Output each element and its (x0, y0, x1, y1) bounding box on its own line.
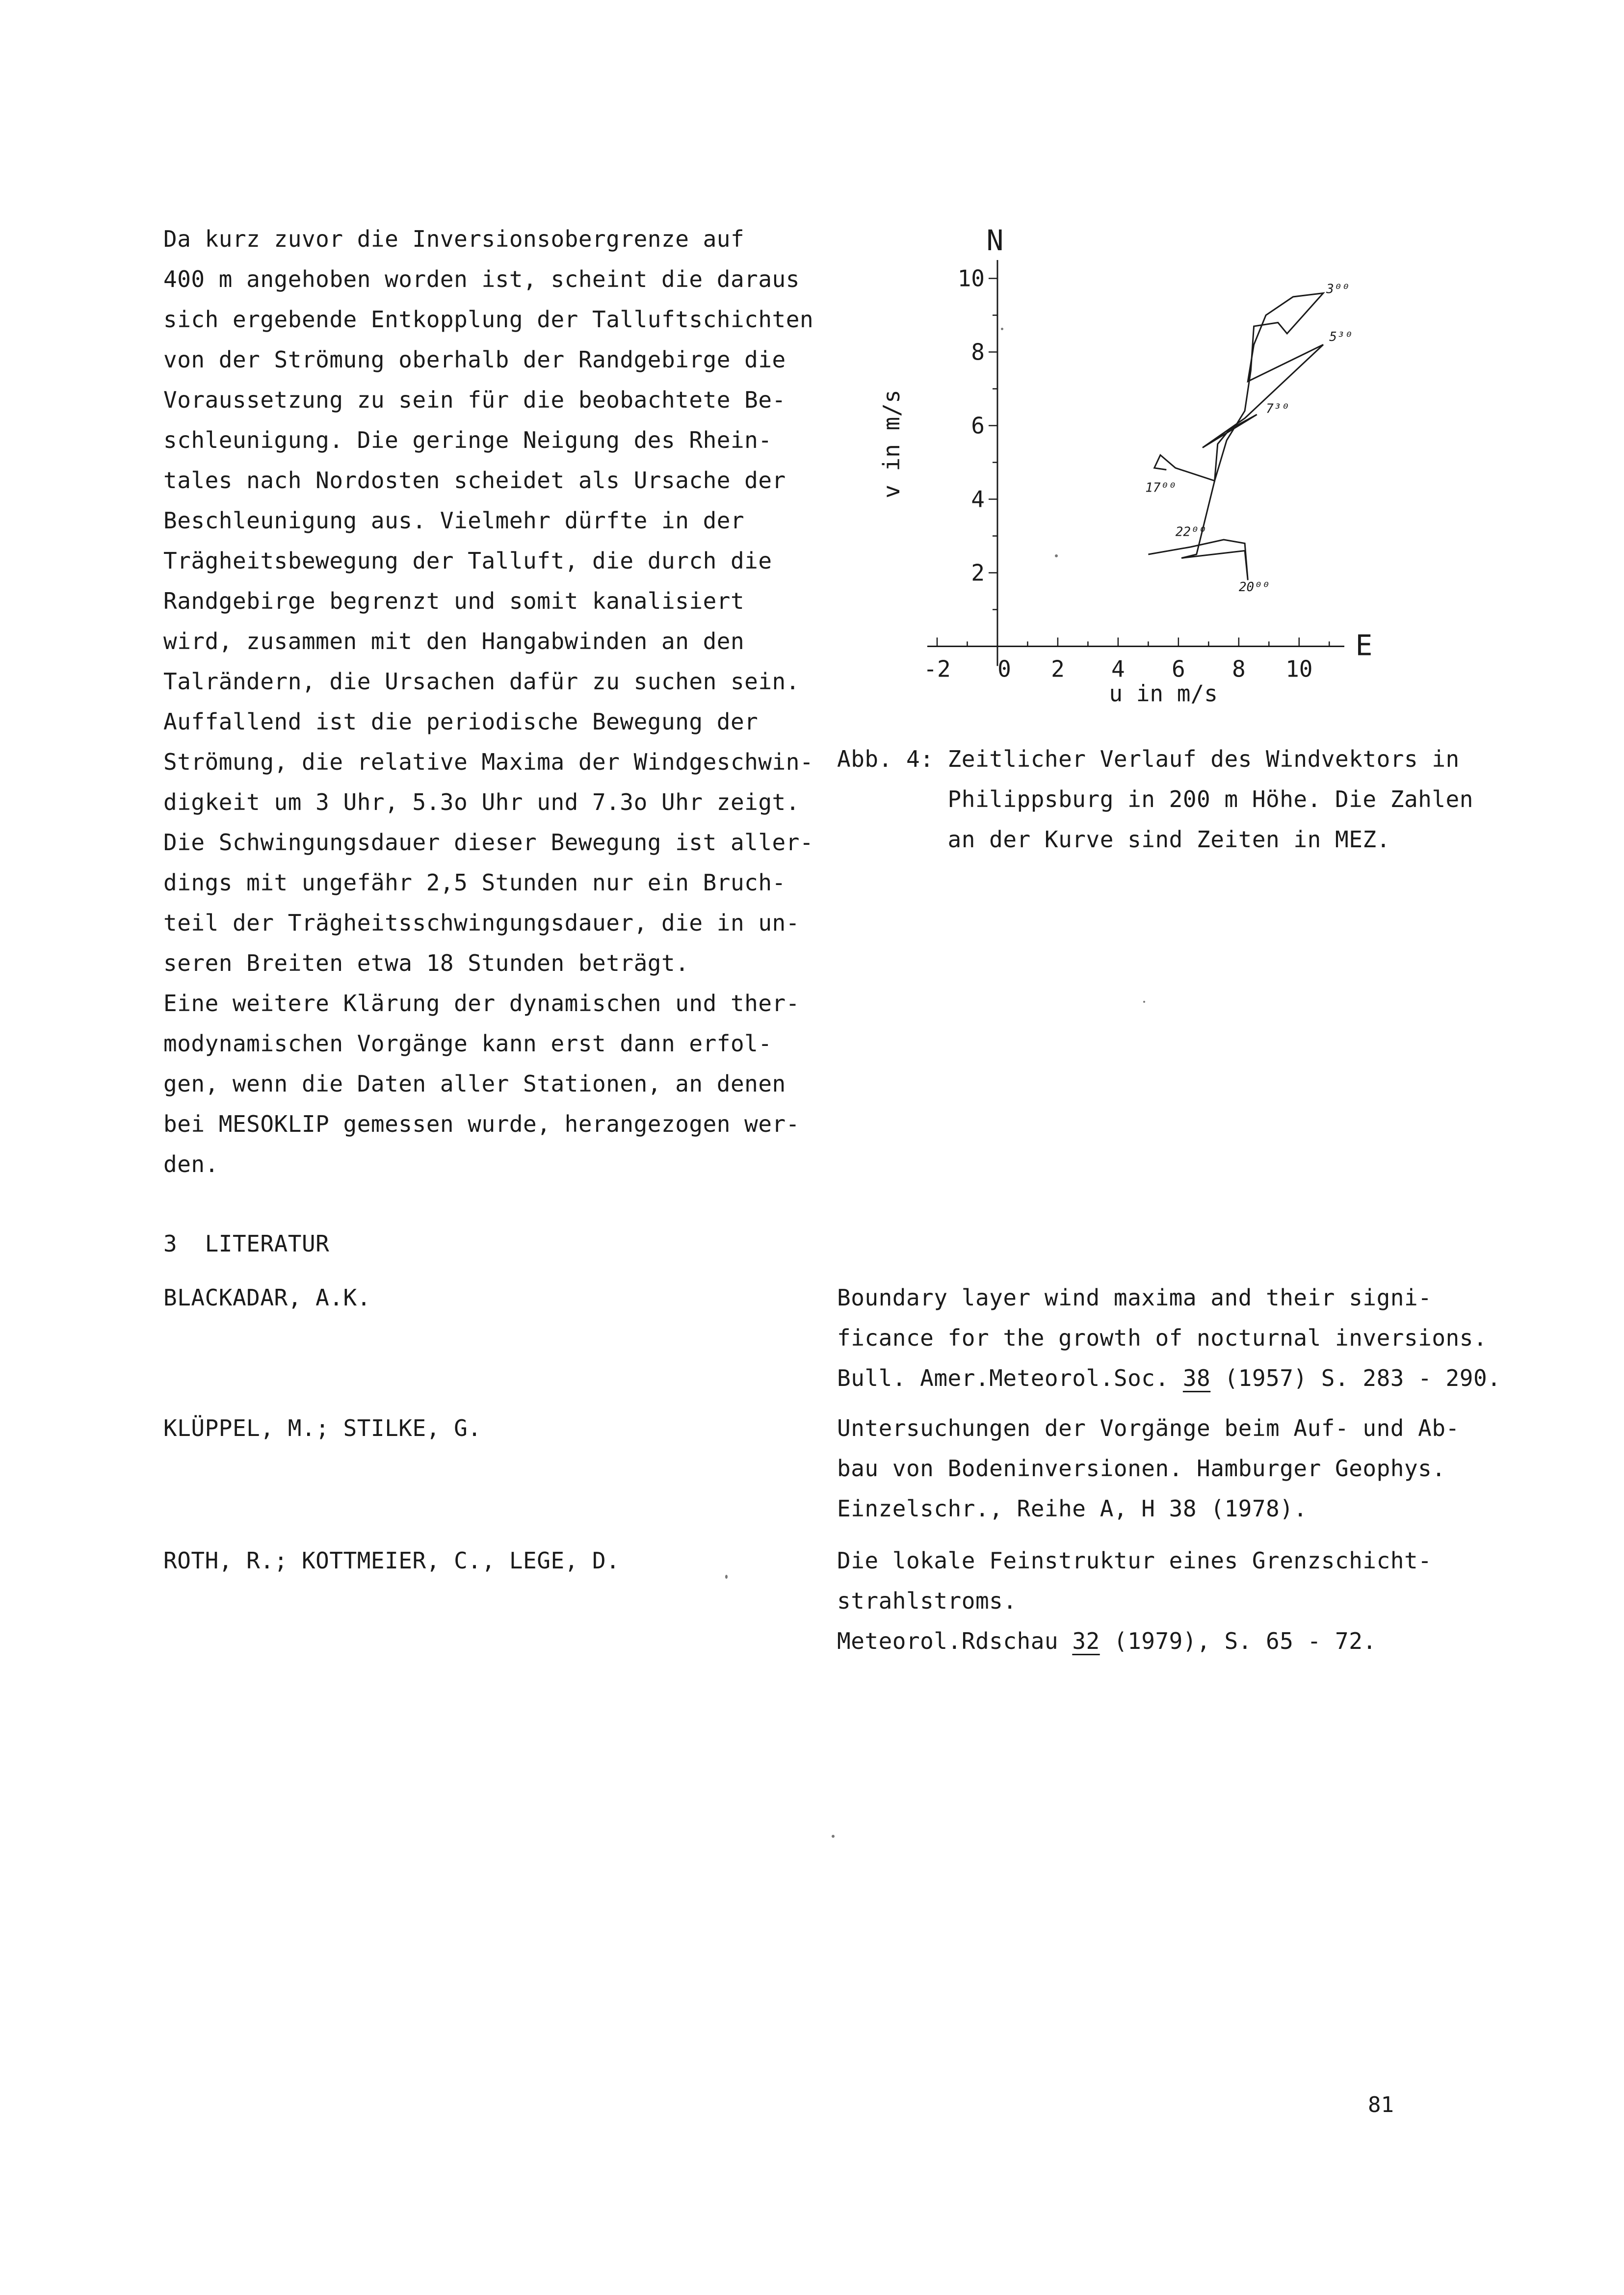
chart-axes (927, 260, 1344, 666)
body-line: Randgebirge begrenzt und somit kanalisiert (163, 588, 745, 614)
body-line: sich ergebende Entkopplung der Talluftschichten (163, 306, 814, 333)
x-tick-label: 2 (1051, 655, 1065, 682)
chart-ticks (878, 265, 1329, 707)
body-line: seren Breiten etwa 18 Stunden beträgt. (163, 950, 689, 976)
body-line: bei MESOKLIP gemessen wurde, herangezogen wer- (163, 1111, 800, 1137)
reference-line: Boundary layer wind maxima and their signi- (837, 1284, 1432, 1311)
time-annotation: 7³⁰ (1266, 401, 1289, 417)
body-line: tales nach Nordosten scheidet als Ursache der (163, 467, 786, 494)
caption-line: Philippsburg in 200 m Höhe. Die Zahlen (837, 786, 1473, 812)
chart-annotations (987, 224, 1373, 662)
reference-entry (837, 1540, 1548, 1661)
scan-speck (1143, 1001, 1145, 1003)
east-label: E (1355, 628, 1373, 662)
x-tick-label: -2 (923, 655, 951, 682)
reference-author: BLACKADAR, A.K. (163, 1284, 371, 1311)
caption-line: an der Kurve sind Zeiten in MEZ. (837, 826, 1390, 853)
y-tick-label: 4 (971, 486, 985, 513)
scan-speck (725, 1575, 728, 1579)
scan-speck (1055, 554, 1058, 557)
body-line: Da kurz zuvor die Inversionsobergrenze auf (163, 226, 745, 252)
body-line: gen, wenn die Daten aller Stationen, an denen (163, 1070, 786, 1097)
figure-caption (837, 739, 1573, 860)
reference-author: KLÜPPEL, M.; STILKE, G. (163, 1415, 482, 1441)
body-line: Trägheitsbewegung der Talluft, die durch die (163, 548, 772, 574)
reference-author: ROTH, R.; KOTTMEIER, C., LEGE, D. (163, 1547, 620, 1574)
reference-entry (837, 1278, 1548, 1398)
body-line: Voraussetzung zu sein für die beobachtete Be- (163, 387, 786, 413)
x-tick-label: 6 (1172, 655, 1185, 682)
body-line: digkeit um 3 Uhr, 5.3o Uhr und 7.3o Uhr zeigt. (163, 789, 800, 815)
wind-vector-trace (1148, 293, 1323, 580)
section-heading: 3 LITERATUR (163, 1230, 330, 1257)
y-tick-label: 2 (971, 559, 985, 586)
reference-line: ficance for the growth of nocturnal inversions. (837, 1325, 1488, 1351)
body-line: Strömung, die relative Maxima der Windgeschwin- (163, 749, 814, 775)
x-tick-label: 8 (1231, 655, 1246, 682)
time-annotation: 17⁰⁰ (1145, 480, 1176, 496)
body-line: schleunigung. Die geringe Neigung des Rhein- (163, 427, 772, 453)
time-annotation: 20⁰⁰ (1238, 580, 1270, 595)
body-line: den. (163, 1151, 219, 1177)
y-tick-label: 10 (957, 265, 985, 292)
body-line: 400 m angehoben worden ist, scheint die daraus (163, 266, 800, 292)
body-paragraph (163, 219, 814, 1184)
y-axis-label: v in m/s (878, 390, 905, 498)
body-line: Beschleunigung aus. Vielmehr dürfte in der (163, 507, 745, 534)
y-tick-label: 8 (971, 339, 985, 365)
reference-line: Untersuchungen der Vorgänge beim Auf- und Ab- (837, 1415, 1460, 1441)
x-tick-label: 0 (997, 655, 1011, 682)
reference-entry (837, 1408, 1548, 1529)
x-tick-label: 10 (1285, 655, 1313, 682)
wind-hodograph-chart (824, 206, 1403, 726)
reference-line: Meteorol.Rdschau 32 (1979), S. 65 - 72. (837, 1628, 1377, 1654)
body-line: Eine weitere Klärung der dynamischen und ther- (163, 990, 800, 1017)
time-annotation: 22⁰⁰ (1175, 524, 1206, 540)
reference-line: Die lokale Feinstruktur eines Grenzschicht- (837, 1547, 1432, 1574)
reference-line: bau von Bodeninversionen. Hamburger Geophys. (837, 1455, 1446, 1482)
scan-speck (1001, 328, 1003, 330)
chart-series (1148, 293, 1323, 580)
reference-line: strahlstroms. (837, 1588, 1017, 1614)
time-annotation: 5³⁰ (1329, 330, 1353, 344)
reference-line: Bull. Amer.Meteorol.Soc. 38 (1957) S. 283 - 290. (837, 1365, 1501, 1391)
x-tick-label: 4 (1111, 655, 1125, 682)
caption-line: Abb. 4: Zeitlicher Verlauf des Windvektors in (837, 746, 1460, 772)
scan-speck (832, 1835, 835, 1838)
body-line: von der Strömung oberhalb der Randgebirge die (163, 346, 786, 373)
body-line: teil der Trägheitsschwingungsdauer, die in un- (163, 910, 800, 936)
body-line: Talrändern, die Ursachen dafür zu suchen sein. (163, 668, 800, 695)
north-label: N (986, 224, 1004, 257)
time-annotation: 3⁰⁰ (1326, 282, 1350, 297)
body-line: Die Schwingungsdauer dieser Bewegung ist aller- (163, 829, 814, 856)
body-line: Auffallend ist die periodische Bewegung der (163, 708, 759, 735)
body-line: modynamischen Vorgänge kann erst dann erfol- (163, 1030, 772, 1057)
reference-line: Einzelschr., Reihe A, H 38 (1978). (837, 1495, 1308, 1522)
body-line: wird, zusammen mit den Hangabwinden an den (163, 628, 745, 654)
x-axis-label: u in m/s (1109, 680, 1218, 707)
y-tick-label: 6 (971, 412, 985, 439)
body-line: dings mit ungefähr 2,5 Stunden nur ein Bruch- (163, 869, 786, 896)
page-number: 81 (1368, 2092, 1394, 2117)
